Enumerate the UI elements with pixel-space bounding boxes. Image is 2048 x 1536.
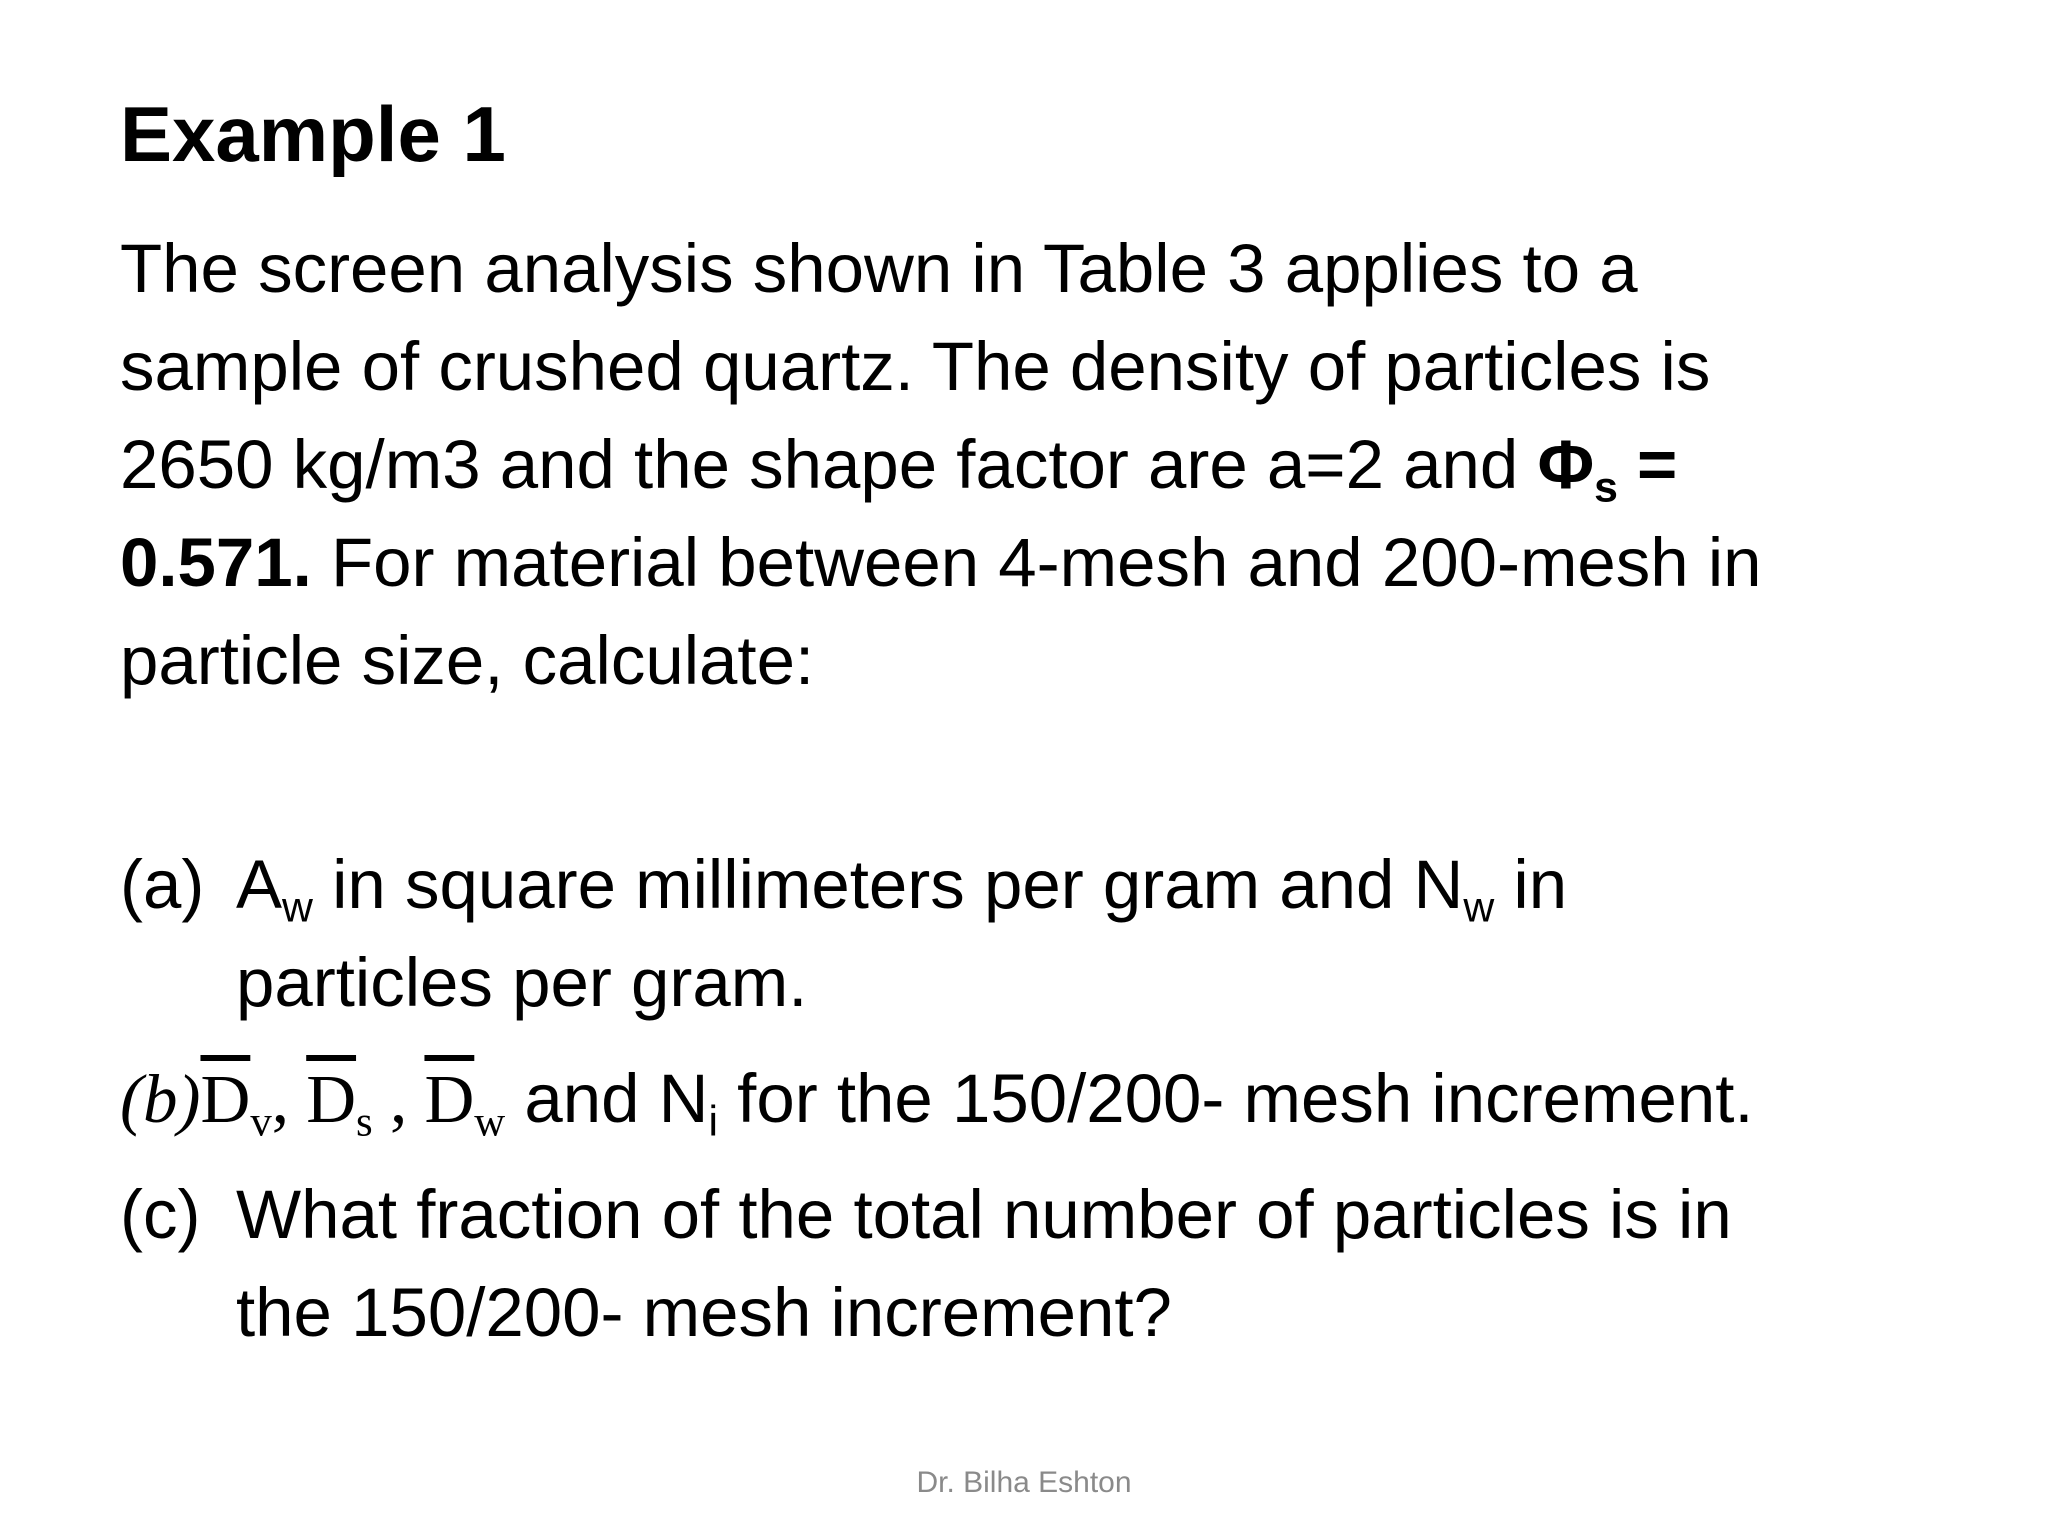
mean-diameter-v-symbol: $\overline{D}$ xyxy=(200,1061,251,1137)
separator-2: , xyxy=(372,1061,425,1137)
question-c xyxy=(120,1166,2000,1362)
statement-line-3-text: 2650 kg/m3 and the shape factor are a=2 and xyxy=(120,426,1538,503)
statement-line-1: The screen analysis shown in Table 3 applies to a xyxy=(120,230,1638,307)
footer-author: Dr. Bilha Eshton xyxy=(916,1466,1132,1499)
mean-diameter-v-subscript: v xyxy=(250,1098,272,1146)
mean-diameter-w xyxy=(424,1061,506,1146)
question-b xyxy=(120,1050,2000,1148)
statement-line-4-rest: For material between 4-mesh and 200-mesh in xyxy=(311,524,1762,601)
question-b-text-2: for the 150/200- mesh increment. xyxy=(718,1060,1754,1137)
mean-diameter-s xyxy=(306,1061,373,1146)
statement-line-2: sample of crushed quartz. The density of particles is xyxy=(120,328,1711,405)
statement-line-4 xyxy=(120,514,1960,612)
problem-statement xyxy=(120,220,1960,710)
question-a xyxy=(120,836,2000,1032)
mean-diameter-w-subscript: w xyxy=(474,1098,506,1146)
question-c-line-1: What fraction of the total number of particles is in xyxy=(236,1176,1732,1253)
sphericity-value: 0.571. xyxy=(120,524,312,601)
separator-1: , xyxy=(271,1061,307,1137)
question-b-marker: (b) xyxy=(120,1061,201,1137)
mean-diameter-v xyxy=(200,1061,272,1146)
number-i-subscript: i xyxy=(708,1097,718,1146)
question-a-text-2: in xyxy=(1494,846,1568,923)
question-a-marker: (a) xyxy=(120,846,205,923)
mean-diameter-w-symbol: $\overline{D}$ xyxy=(424,1061,475,1137)
mean-diameter-s-subscript: s xyxy=(356,1098,373,1146)
question-a-text-1: in square millimeters per gram and N xyxy=(312,846,1464,923)
slide-title: Example 1 xyxy=(120,90,506,178)
area-subscript: w xyxy=(282,883,313,932)
statement-line-3 xyxy=(120,416,1960,514)
phi-symbol: Φ xyxy=(1537,426,1595,503)
area-symbol: A xyxy=(236,846,283,923)
question-list xyxy=(120,836,2000,1380)
question-a-line-1 xyxy=(236,836,2000,934)
phi-subscript: s xyxy=(1594,463,1618,512)
sphericity-symbol xyxy=(1537,426,1678,512)
question-c-marker: (c) xyxy=(120,1176,201,1253)
question-a-line-2: particles per gram. xyxy=(236,944,808,1021)
statement-line-5: particle size, calculate: xyxy=(120,622,815,699)
mean-diameter-s-symbol: $\overline{D}$ xyxy=(306,1061,357,1137)
question-c-line-2: the 150/200- mesh increment? xyxy=(236,1274,1172,1351)
number-subscript: w xyxy=(1463,883,1495,932)
question-b-text-1: and N xyxy=(505,1060,709,1137)
phi-equals: = xyxy=(1617,426,1678,503)
